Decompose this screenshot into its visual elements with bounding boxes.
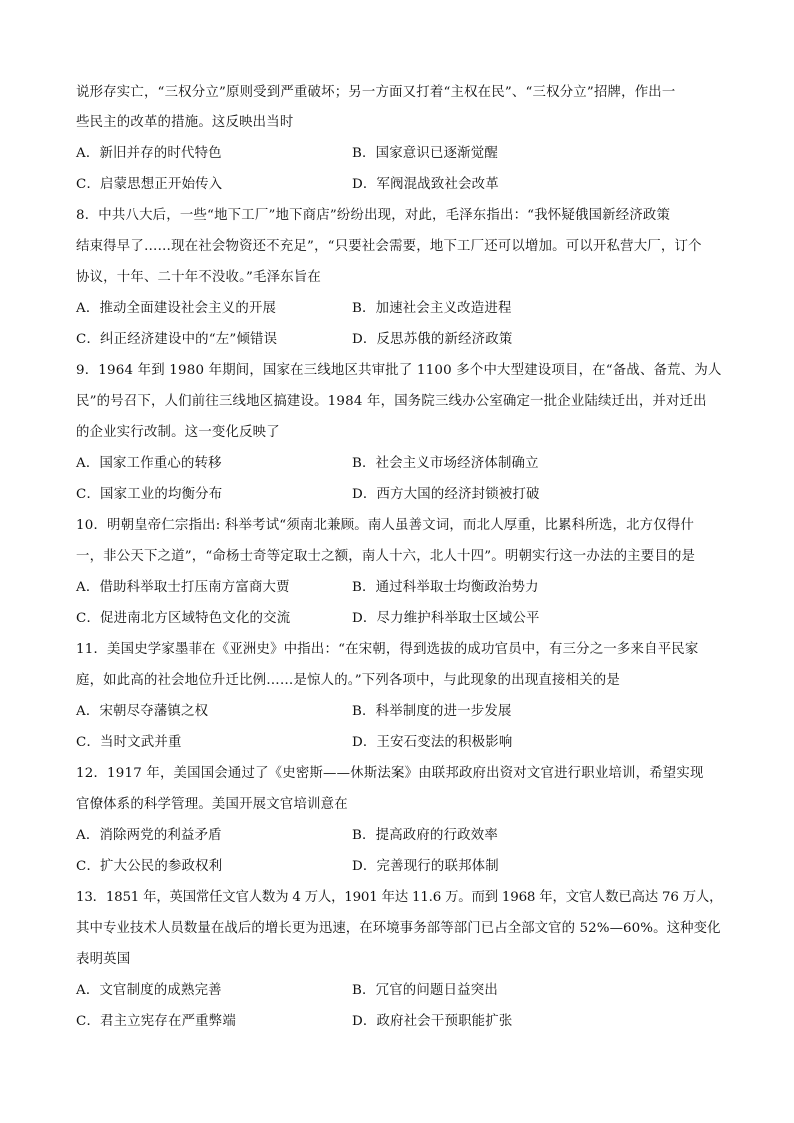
q11-text-line-2: 庭，如此高的社会地位升迁比例……是惊人的。”下列各项中，与此现象的出现直接相关的是 [76, 673, 620, 688]
q11-option-a: A．宋朝尽夺藩镇之权 [76, 704, 209, 719]
q10-text-line-1: 10．明朝皇帝仁宗指出: 科举考试“须南北兼顾。南人虽善文词，而北人厚重，比累科所选，北方仅得什 [76, 518, 695, 533]
q7-option-b: B．国家意识已逐渐觉醒 [352, 146, 498, 161]
q9-option-b: B．社会主义市场经济体制确立 [352, 456, 539, 471]
q11-option-c: C．当时文武并重 [76, 735, 182, 750]
q13-option-a: A．文官制度的成熟完善 [76, 983, 222, 998]
q8-text-line-1: 8．中共八大后，一些“地下工厂”地下商店”纷纷出现，对此，毛泽东指出：“我怀疑俄国新经济政策 [76, 208, 671, 223]
q12-text-line-1: 12．1917 年，美国国会通过了《史密斯——休斯法案》由联邦政府出资对文官进行职业培训，希望实现 [76, 766, 704, 781]
q7-option-d: D．军阀混战致社会改革 [352, 177, 499, 192]
q9-option-d: D．西方大国的经济封锁被打破 [352, 487, 540, 502]
q9-text-line-2: 民”的号召下，人们前往三线地区搞建设。1984 年，国务院三线办公室确定一批企业陆续迁出，并对迁出 [76, 394, 707, 409]
q9-option-c: C．国家工业的均衡分布 [76, 487, 223, 502]
q9-text-line-3: 的企业实行改制。这一变化反映了 [76, 425, 280, 440]
q11-text-line-1: 11．美国史学家墨菲在《亚洲史》中指出：“在宋朝，得到选拔的成功官员中，有三分之一多来自平民家 [76, 642, 699, 657]
q13-text-line-1: 13．1851 年，英国常任文官人数为 4 万人，1901 年达 11.6 万。而到 1968 年，文官人数已高达 76 万人， [76, 890, 723, 905]
q13-text-line-2: 其中专业技术人员数量在战后的增长更为迅速，在环境事务部等部门已占全部文官的 52%—60%。这种变化 [76, 921, 721, 936]
q13-option-d: D．政府社会干预职能扩张 [352, 1014, 513, 1029]
q12-text-line-2: 官僚体系的科学管理。美国开展文官培训意在 [76, 797, 348, 812]
q10-option-b: B．通过科举取士均衡政治势力 [352, 580, 539, 595]
q7-text-line-2: 些民主的改革的措施。这反映出当时 [76, 115, 294, 130]
q8-option-a: A．推动全面建设社会主义的开展 [76, 301, 277, 316]
q10-option-a: A．借助科举取士打压南方富商大贾 [76, 580, 290, 595]
q12-option-c: C．扩大公民的参政权利 [76, 859, 223, 874]
q9-option-a: A．国家工作重心的转移 [76, 456, 222, 471]
q8-option-d: D．反思苏俄的新经济政策 [352, 332, 513, 347]
q13-text-line-3: 表明英国 [76, 952, 131, 967]
q11-option-b: B．科举制度的进一步发展 [352, 704, 512, 719]
q12-option-b: B．提高政府的行政效率 [352, 828, 498, 843]
q10-text-line-2: 一，非公天下之道”，“命杨士奇等定取士之额，南人十六，北人十四”。明朝实行这一办法的主要目的是 [76, 549, 696, 564]
q13-option-b: B．冗官的问题日益突出 [352, 983, 498, 998]
q12-option-d: D．完善现行的联邦体制 [352, 859, 499, 874]
q13-option-c: C．君主立宪存在严重弊端 [76, 1014, 236, 1029]
q9-text-line-1: 9．1964 年到 1980 年期间，国家在三线地区共审批了 1100 多个中大型建设项目，在“备战、备荒、为人 [76, 363, 722, 378]
q10-option-d: D．尽力维护科举取士区域公平 [352, 611, 540, 626]
q10-option-c: C．促进南北方区域特色文化的交流 [76, 611, 291, 626]
q7-text-line-1: 说形存实亡，“三权分立”原则受到严重破坏；另一方面又打着“主权在民”、“三权分立”招牌，作出一 [76, 85, 676, 100]
q7-option-c: C．启蒙思想正开始传入 [76, 177, 223, 192]
q12-option-a: A．消除两党的利益矛盾 [76, 828, 222, 843]
q11-option-d: D．王安石变法的积极影响 [352, 735, 513, 750]
q8-option-c: C．纠正经济建设中的“左”倾错误 [76, 332, 278, 347]
q7-option-a: A．新旧并存的时代特色 [76, 146, 222, 161]
q8-text-line-2: 结束得早了……现在社会物资还不充足”，“只要社会需要，地下工厂还可以增加。可以开私营大厂，订个 [76, 239, 702, 254]
q8-option-b: B．加速社会主义改造进程 [352, 301, 512, 316]
q8-text-line-3: 协议，十年、二十年不没收。”毛泽东旨在 [76, 270, 321, 285]
